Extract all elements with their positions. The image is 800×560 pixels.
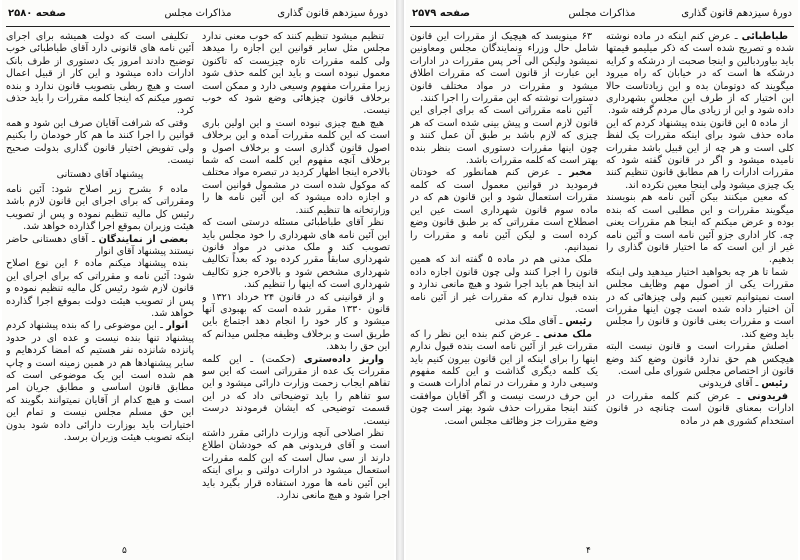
paragraph-text: ملک مدنی هم در ماده ۵ گفته اند که همین قانون را اجرا کنند ولی چون قانون اجازه داده اند اینجا هم باید اجرا شود و هیچ مانعی ندارد و بنده قبول ندارم که مقررات غیر از آئین نامه است.	[410, 254, 598, 315]
section-heading: پیشنهاد آقای دهستانی	[56, 169, 144, 181]
paragraph-text: ماده ۶ بشرح زیر اصلاح شود: آئین نامه ومقرراتی که برای اجرای این قانون لازم باشد رئیس کل مالیه تنظیم نموده و پس از تصویب هیئت وزیران بموقع اجرا گذارده خواهد شد.	[6, 183, 194, 233]
paragraph	[606, 31, 794, 118]
paragraph-text: بنده پیشنهاد میکنم ماده ۶ این نوع اصلاح شود: آئین نامه و مقرراتی که برای اجرای این قانون لازم شود رئیس کل مالیه تنظیم نموده و پس از تصویب هیئت دولت بموقع اجرا گذارده خواهد شد.	[6, 258, 194, 319]
paragraph	[606, 341, 794, 378]
paragraph	[410, 167, 598, 254]
paragraph	[6, 234, 194, 259]
paragraph	[410, 316, 598, 328]
paragraph-text: که معین میکنند بیکن آئین نامه هم بنویسند میگویند مقررات و این مطلبی است که بنده بوده و عرض میکنم که اینجا هم مقررات یعنی چه. کار اداری جزو آئین نامه است و آئین نامه غیر از این است که ما اختیار قانون گذاری را بدهیم.	[606, 192, 794, 266]
speaker-name: طباطبائی	[741, 31, 788, 42]
speaker-name: رئیس	[565, 316, 592, 328]
paragraph	[410, 329, 598, 428]
paragraph-text: وقتی که شرافت آقایان صرف این شود و همه قوانین را اجرا کنند ما هم کار خودمان را بکنیم ولی تفویض اختیار قانون گذاری بدولت صحیح نیست.	[6, 117, 194, 167]
paragraph	[202, 428, 390, 502]
book-gutter	[396, 0, 404, 560]
paragraph	[6, 31, 194, 118]
paragraph	[606, 267, 794, 341]
paragraph-text: تنظیم میشود تنظیم کنند که خوب معنی ندارد مجلس مثل سایر قوانین این اجازه را میدهد ولی کلمه مقررات تازه چیزیست که تاکنون معمول نبوده است و باید این کلمه حذف شود زیرا مقررات مفهوم وسیعی دارد و ممکن است برخلاف قانون چیزهائی وضع شود که خوب نیست.	[202, 31, 390, 117]
paragraph-text: تکلیفی است که دولت همیشه برای اجرای آئین نامه های قانونی دارد آقای طباطبائی خوب توضیح دادند امروز یک دستوری از طرف بانک ادارات داده میشود و این کار از قبیل اعمال است و هیچ ربطی بتصویب قانون ندارد و بنده تصور میکنم که اینجا کلمه مقررات را باید حذف کرد.	[6, 31, 194, 117]
paragraph	[202, 292, 390, 354]
paragraph	[202, 217, 390, 291]
paragraph-text: اصلش مقررات است و قانون نیست البته هیچکس هم حق ندارد قانون وضع کند وضع قانون از اختصاص مجلس شورای ملی است.	[606, 341, 794, 377]
header-rule	[6, 26, 390, 27]
publication-title: مذاکرات مجلس	[164, 8, 232, 19]
paragraph	[606, 378, 794, 390]
paragraph	[202, 31, 390, 118]
paragraph-text: ـ عرض کنم اینکه در ماده نوشته شده و تصریح شده است که ذکر میلیمو قیمتها باید بیاوردبالین و اینجا صحبت از درشکه و کرایه درشکه ها است که در خیابان که راه میرود میگویند که دوتومان بده و این زیادتاست حالا این اختیار که از طرف این مجلس بشهرداری داده شود و این از زیادی مال مردم گرفته شود.	[606, 31, 794, 117]
paragraph-text: ـ آقای دهستانی حاضر نیستند پیشنهاد آقای انوار	[6, 233, 194, 257]
speaker-name: بعضی از نمایندگان	[98, 233, 188, 245]
paragraph	[410, 31, 598, 105]
paragraph-text: ۶۳ مینویسد که هیچیک از مقررات این قانون شامل حال وزراء ونمایندگان مجلس ومعاونین نمیشود ولیکن الی آخر پس مقررات در ادارات این عبارت از قانون است که مقررات اطلاق میشود و مقررات در مواد مختلف قانون دستورات نوشته که این مقررات را اجرا کنند.	[410, 31, 598, 105]
paragraph-text: از ماده ۵ این قانون بنده پیشنهاد کردم که این ماده حذف شود برای اینکه مقررات یک لفظ کلی است و هر چه از این قبیل باشد مقررات نامیده میشود و اگر در قانون گفته شود که مقررات ادارات را هم مطابق قانون تنظیم کنند یک چیزی میشود ولی اینجا معین نکرده اند.	[606, 117, 794, 191]
text-column	[410, 31, 598, 543]
paragraph	[202, 354, 390, 428]
paragraph-text: نظر آقای طباطبائی مسئله درستی است که این آئین نامه های شهرداری را خود مجلس باید تصویب کند و ملک مدنی در مواد قانون شهرداری سابقاً مقرر کرده بود که بعداً تکالیف شهرداری مشخص شود و بالاخره جزو تکالیف شهرداری است که اینها را تنظیم کند.	[202, 217, 390, 291]
speaker-name: واریز داده‌ستری	[303, 353, 384, 365]
session-title: دورهٔ سیزدهم قانون گذاری	[681, 8, 792, 19]
paragraph-text: ـ عرض کنم کلمه مقررات در ادارات بمعنای قانون است چنانچه در قانون استخدام کشوری هم در ماده	[606, 390, 794, 427]
speaker-name: رئیس	[761, 378, 788, 390]
paragraph	[6, 184, 194, 234]
paragraph-text: و از قوانینی که در قانون ۲۴ خرداد ۱۳۲۱ و قانون ۱۳۳۰ مقرر شده است که بهبودی آنها میشود و کار خود را انجام دهد اجتماع باین طریق است و برخلاف وظیفه مجلس میدانم که این حق را بدهد.	[202, 291, 390, 353]
page-number: صفحه ۲۵۸۰	[8, 8, 67, 19]
page-2579	[406, 0, 798, 560]
paragraph	[6, 258, 194, 320]
session-title: دورهٔ سیزدهم قانون گذاری	[277, 8, 388, 19]
paragraph-text: آئین نامه مقرراتی است که برای اجرای این قانون لازم است و پیش بینی شده است که هر چیزی که لازم باشد بر طبق آن عمل کنند و چون اینها مقررات دستوری است بنظر بنده بهتر است که کلمه مقررات باشد.	[410, 105, 598, 167]
paragraph	[606, 118, 794, 192]
paragraph	[410, 254, 598, 316]
paragraph-text: ـ این موضوعی را که بنده پیشنهاد کردم پیشنهاد تنها بنده نیست و عده ای در حدود پانزده شانزده نفر هستیم که امضا کردهایم و سایر پیشنهادها هم در همین زمینه است و چاپ هم شده است این یک موضوعی است که مطابق قانون اساسی و مطابق جریان امر است و هیچ کدام از آقایان نمیتوانند بگویند که این حق مسلم مجلس نیست و تمام این اختیارات باید بوزارت دارائی داده شود بدون اینکه تصویب هیئت وزیران برسد.	[6, 320, 194, 443]
speaker-name: مخبر	[569, 167, 592, 179]
text-column	[606, 31, 794, 543]
speaker-name: انوار	[166, 320, 188, 332]
paragraph	[606, 391, 794, 428]
footer-mark: ۴	[586, 546, 591, 556]
paragraph-text: ـ آقای ملک مدنی	[494, 316, 563, 328]
text-column	[6, 31, 194, 543]
paragraph	[202, 118, 390, 217]
footer-mark: ۵	[122, 546, 127, 556]
paragraph-text: نظر اصلاحی آنچه وزارت دارائی مقرر داشته است و آقای فریدونی هم که خودشان اطلاع دارند از سی سال است که این کلمه مقررات استعمال میشود در ادارات دولتی و برای اینکه این آئین نامه ها مورد استفاده قرار بگیرد باید اجرا شود و هیچ مانعی ندارد.	[202, 428, 390, 502]
running-header	[412, 6, 792, 22]
paragraph	[6, 320, 194, 444]
publication-title: مذاکرات مجلس	[568, 8, 636, 19]
speaker-name: ملک مدنی	[543, 328, 592, 340]
page-number: صفحه ۲۵۷۹	[412, 8, 471, 19]
paragraph-text: ـ عرض کنم همانطور که خودتان فرمودید در قوانین معمول است که کلمه مقررات استعمال شود و این قانون هم که در ماده سوم قانون شهرداری است عین این اصطلاح است مقرراتی که بر طبق قانون وضع کرده است و لیکن آئین نامه و مقررات را نمیدانیم.	[410, 167, 598, 253]
text-column	[202, 31, 390, 543]
paragraph-text: (حکمت) ـ این کلمه مقررات یک عده از مقرراتی است که این سو تفاهم ایجاب زحمت وزارت دارائی میشود و این سو تفاهم را باید توضیحاتی داد که در این قسمت توضیحی که ایشان فرمودند درست نیست.	[202, 353, 390, 427]
running-header	[8, 6, 388, 22]
paragraph-text: هیچ هیچ چیزی نبوده است و این اولین باری است که این کلمه مقررات آمده و این برخلاف اصول قانون گذاری است و برخلاف اصول و برخلاف آنچه مفهوم این کلمه است که شما بالاخره اینجا اظهار کردید در تبصره مواد مختلف که موکول شده است در مشمول قوانین است و اجازه داده میشود که این آئین نامه ها را وزارتخانه ها تنظیم کنند.	[202, 117, 390, 216]
paragraph-text: ـ آقای فریدونی	[698, 378, 759, 390]
paragraph	[6, 118, 194, 168]
paragraph-text: شما تا هر چه بخواهید اختیار میدهید ولی اینکه مقررات یکی از اصول مهم وظایف مجلس است نمیتوانیم تعیین کنیم ولی چیزهائی که در آن اختیار داده شده است چون اینها مقررات است و مقررات یعنی قانون و قانون را مجلس باید وضع کند.	[606, 266, 794, 340]
speaker-name: فریدونی	[747, 390, 788, 402]
paragraph	[410, 105, 598, 167]
paragraph-text: ـ عرض کنم بنده این نظر را که مقررات غیر از آئین نامه است بنده قبول ندارم اینها را برای اینکه از این قانون بیرون کنیم باید یک کلمه دیگری گذاشت و این کلمه مفهوم وسیعی دارد و مقررات در تمام ادارات هست و این حرف درست نیست و اگر آقایان موافقت کنند اینجا مقررات حذف شود بهتر است چون وضع مقررات جز وظائف مجلس است.	[410, 328, 598, 427]
header-rule	[410, 26, 794, 27]
paragraph	[606, 192, 794, 266]
page-2580	[2, 0, 394, 560]
